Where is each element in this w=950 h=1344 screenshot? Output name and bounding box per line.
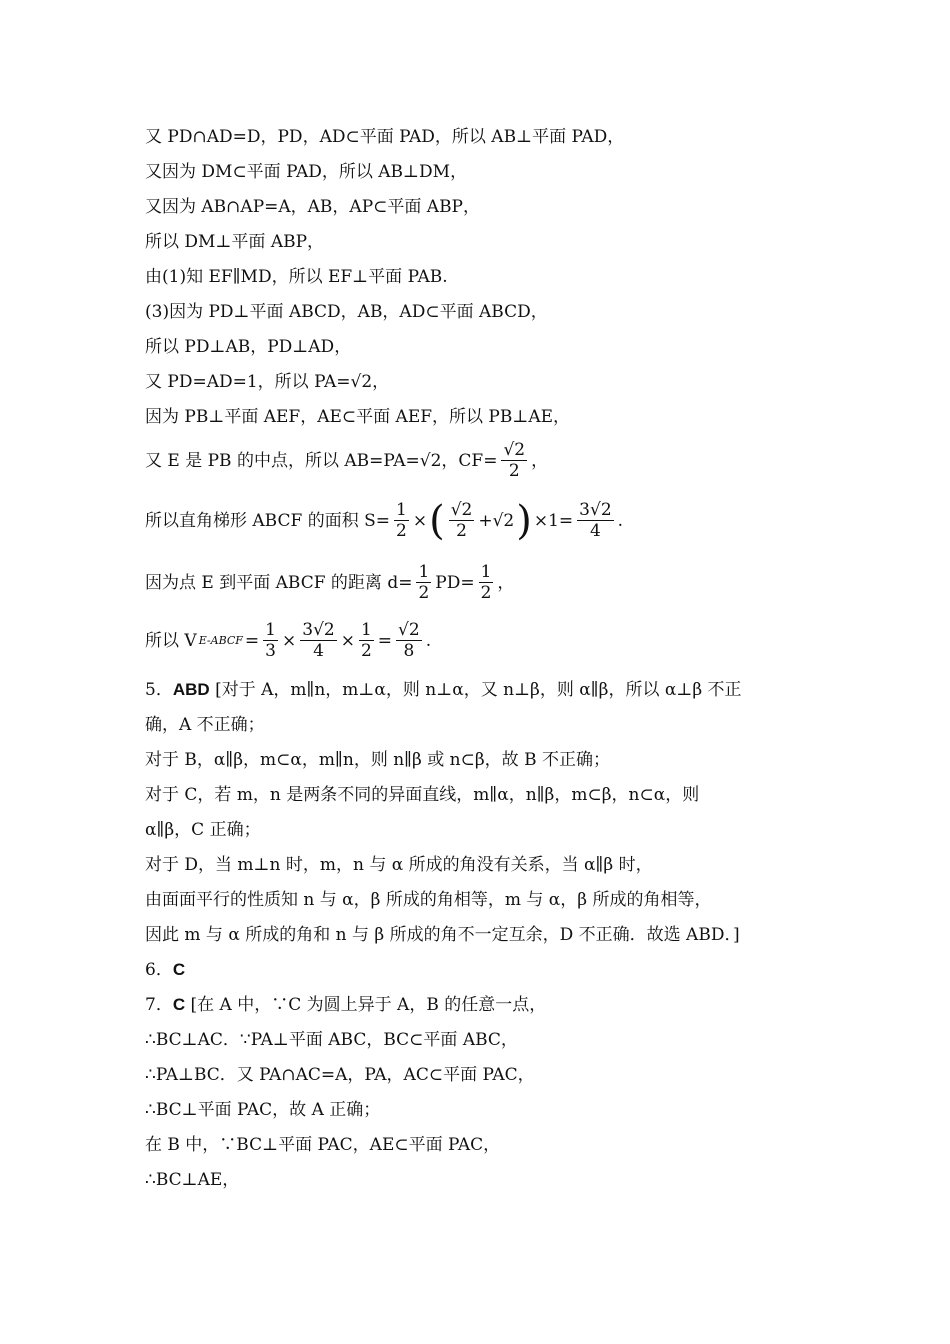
denominator: 2 (418, 583, 430, 603)
text-line: ∴BC⊥平面 PAC，故 A 正确； (145, 1100, 381, 1120)
text-line: 由(1)知 EF∥MD，所以 EF⊥平面 PAB. (145, 267, 448, 287)
text-span: . (425, 630, 432, 651)
text-line: 所以 PD⊥AB，PD⊥AD， (145, 337, 352, 357)
times-sign: × (412, 510, 428, 531)
answer-label: C (172, 995, 186, 1014)
numerator: 3√2 (579, 500, 612, 520)
times-sign: × (282, 630, 297, 651)
fraction (394, 500, 409, 541)
text-line: 对于 B，α∥β，m⊂α，m∥n，则 n∥β 或 n⊂β，故 B 不正确； (145, 750, 610, 770)
answer-7-line (145, 993, 825, 1017)
text-line: 由面面平行的性质知 n 与 α，β 所成的角相等，m 与 α，β 所成的角相等， (145, 890, 712, 910)
numerator: 1 (480, 562, 492, 582)
text-line: 在 B 中，∵BC⊥平面 PAC，AE⊂平面 PAC， (145, 1135, 501, 1155)
text-span: 所以 V (145, 630, 197, 651)
text-line: 又 PD∩AD=D，PD，AD⊂平面 PAD，所以 AB⊥平面 PAD， (145, 127, 625, 147)
text-span: = (244, 630, 260, 651)
text-span: ×1= (533, 510, 574, 531)
fraction (359, 620, 374, 661)
text-line: 又因为 AB∩AP=A，AB，AP⊂平面 ABP， (145, 197, 480, 217)
fraction (449, 500, 475, 541)
numerator: √2 (398, 620, 420, 640)
fraction (501, 440, 527, 481)
fraction (300, 620, 336, 661)
text-line: ∴BC⊥AC．∵PA⊥平面 ABC，BC⊂平面 ABC， (145, 1030, 518, 1050)
text-line: α∥β，C 正确； (145, 820, 261, 840)
math-line-volume (145, 620, 825, 661)
text-span: [在 A 中，∵C 为圆上异于 A，B 的任意一点， (190, 995, 547, 1015)
text-line: ∴BC⊥AE， (145, 1170, 240, 1190)
right-paren: ) (516, 497, 532, 544)
text-span: 又 E 是 PB 的中点，所以 AB=PA=√2，CF= (145, 450, 498, 471)
question-number: 6． (145, 960, 173, 980)
text-line: 又因为 DM⊂平面 PAD，所以 AB⊥DM， (145, 162, 468, 182)
text-span: PD= (435, 572, 475, 593)
question-number: 7． (145, 995, 173, 1015)
text-line: 因为 PB⊥平面 AEF，AE⊂平面 AEF，所以 PB⊥AE， (145, 407, 571, 427)
numerator: 1 (396, 500, 407, 520)
denominator: 4 (313, 641, 324, 661)
denominator: 2 (456, 521, 467, 541)
question-number: 5． (145, 680, 173, 700)
times-sign: × (340, 630, 355, 651)
text-line: 对于 C，若 m，n 是两条不同的异面直线，m∥α，n∥β，m⊂β，n⊂α，则 (145, 785, 700, 805)
fraction (577, 500, 613, 541)
left-paren: ( (429, 497, 445, 544)
numerator: 3√2 (302, 620, 335, 640)
answer-6-line (145, 958, 825, 982)
math-line-area (145, 497, 825, 544)
fraction (416, 562, 431, 603)
numerator: 1 (265, 620, 276, 640)
numerator: √2 (503, 440, 526, 460)
text-line: (3)因为 PD⊥平面 ABCD，AB，AD⊂平面 ABCD， (145, 302, 548, 322)
text-span: [对于 A，m∥n，m⊥α，则 n⊥α，又 n⊥β，则 α∥β，所以 α⊥β 不正 (215, 680, 742, 700)
fraction (479, 562, 494, 603)
denominator: 2 (396, 521, 407, 541)
text-line: ∴PA⊥BC．又 PA∩AC=A，PA，AC⊂平面 PAC， (145, 1065, 535, 1085)
text-span: +√2 (478, 510, 515, 531)
text-span: . (617, 510, 624, 531)
text-span: 因为点 E 到平面 ABCF 的距离 d= (145, 572, 413, 593)
math-line-cf (145, 440, 825, 481)
text-line: 所以 DM⊥平面 ABP， (145, 232, 325, 252)
text-span: ， (531, 450, 549, 471)
fraction (396, 620, 422, 661)
text-line: 又 PD=AD=1，所以 PA=√2， (145, 372, 390, 392)
numerator: √2 (450, 500, 473, 520)
text-span: = (377, 630, 393, 651)
answer-label: ABD (172, 680, 210, 699)
text-line: 确，A 不正确； (145, 715, 265, 735)
text-line: 对于 D，当 m⊥n 时，m，n 与 α 所成的角没有关系，当 α∥β 时， (145, 855, 653, 875)
numerator: 1 (360, 620, 372, 640)
subscript: E-ABCF (198, 633, 243, 647)
denominator: 2 (480, 583, 492, 603)
numerator: 1 (418, 562, 430, 582)
math-line-distance (145, 562, 825, 603)
denominator: 4 (589, 521, 601, 541)
denominator: 3 (265, 641, 276, 661)
denominator: 2 (508, 461, 520, 481)
answer-5-line (145, 678, 825, 702)
denominator: 2 (360, 641, 372, 661)
answer-label: C (172, 960, 186, 979)
text-line: 因此 m 与 α 所成的角和 n 与 β 所成的角不一定互余，D 不正确．故选 ABD．] (145, 925, 740, 945)
denominator: 8 (403, 641, 415, 661)
text-span: ， (497, 572, 515, 593)
fraction (263, 620, 278, 661)
text-span: 所以直角梯形 ABCF 的面积 S= (145, 510, 390, 531)
